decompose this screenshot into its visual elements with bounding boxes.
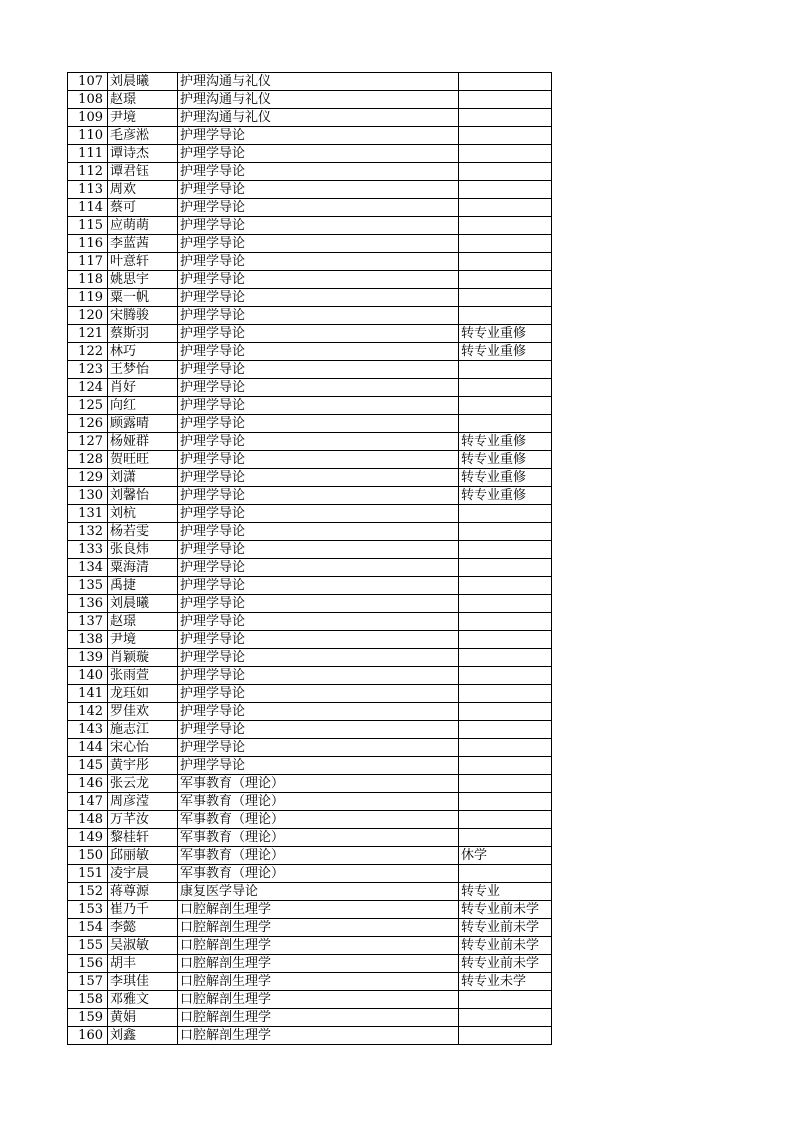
student-name-cell: 周欢 — [108, 181, 178, 199]
course-name-cell: 军事教育（理论） — [178, 829, 459, 847]
table-row — [68, 127, 552, 145]
course-name-cell: 护理学导论 — [178, 235, 459, 253]
student-name-cell: 尹境 — [108, 631, 178, 649]
remark-cell — [459, 523, 552, 541]
spreadsheet-page — [67, 72, 552, 1045]
student-name-cell: 刘晨曦 — [108, 73, 178, 91]
remark-cell — [459, 703, 552, 721]
student-name-cell: 林巧 — [108, 343, 178, 361]
course-name-cell: 护理学导论 — [178, 343, 459, 361]
table-row — [68, 199, 552, 217]
remark-cell — [459, 91, 552, 109]
table-row — [68, 289, 552, 307]
row-number-cell: 135 — [68, 577, 108, 595]
table-row — [68, 793, 552, 811]
row-number-cell: 132 — [68, 523, 108, 541]
course-name-cell: 口腔解剖生理学 — [178, 1027, 459, 1045]
table-row — [68, 1009, 552, 1027]
table-row — [68, 613, 552, 631]
course-name-cell: 护理学导论 — [178, 289, 459, 307]
course-name-cell: 护理学导论 — [178, 325, 459, 343]
course-name-cell: 口腔解剖生理学 — [178, 1009, 459, 1027]
remark-cell: 转专业重修 — [459, 325, 552, 343]
remark-cell: 转专业前未学 — [459, 901, 552, 919]
table-row — [68, 307, 552, 325]
remark-cell — [459, 73, 552, 91]
student-name-cell: 张良炜 — [108, 541, 178, 559]
row-number-cell: 126 — [68, 415, 108, 433]
remark-cell: 转专业重修 — [459, 343, 552, 361]
course-name-cell: 军事教育（理论） — [178, 775, 459, 793]
course-name-cell: 护理学导论 — [178, 703, 459, 721]
remark-cell — [459, 667, 552, 685]
remark-cell — [459, 739, 552, 757]
table-row — [68, 181, 552, 199]
table-body — [68, 73, 552, 1045]
course-name-cell: 军事教育（理论） — [178, 847, 459, 865]
remark-cell — [459, 307, 552, 325]
course-name-cell: 军事教育（理论） — [178, 811, 459, 829]
student-name-cell: 邱丽敏 — [108, 847, 178, 865]
row-number-cell: 112 — [68, 163, 108, 181]
remark-cell — [459, 865, 552, 883]
row-number-cell: 146 — [68, 775, 108, 793]
remark-cell — [459, 1009, 552, 1027]
table-row — [68, 973, 552, 991]
student-name-cell: 谭君钰 — [108, 163, 178, 181]
course-name-cell: 护理学导论 — [178, 415, 459, 433]
course-name-cell: 护理沟通与礼仪 — [178, 109, 459, 127]
student-name-cell: 李懿 — [108, 919, 178, 937]
course-name-cell: 护理学导论 — [178, 181, 459, 199]
course-name-cell: 护理学导论 — [178, 145, 459, 163]
student-name-cell: 罗佳欢 — [108, 703, 178, 721]
row-number-cell: 156 — [68, 955, 108, 973]
student-name-cell: 蒋尊源 — [108, 883, 178, 901]
student-name-cell: 应萌萌 — [108, 217, 178, 235]
student-name-cell: 叶意轩 — [108, 253, 178, 271]
remark-cell: 转专业重修 — [459, 433, 552, 451]
course-name-cell: 护理学导论 — [178, 559, 459, 577]
table-row — [68, 847, 552, 865]
course-name-cell: 护理学导论 — [178, 307, 459, 325]
table-row — [68, 451, 552, 469]
table-row — [68, 685, 552, 703]
table-row — [68, 667, 552, 685]
remark-cell — [459, 829, 552, 847]
row-number-cell: 145 — [68, 757, 108, 775]
remark-cell — [459, 685, 552, 703]
course-name-cell: 护理学导论 — [178, 217, 459, 235]
student-name-cell: 张云龙 — [108, 775, 178, 793]
student-name-cell: 王梦怡 — [108, 361, 178, 379]
remark-cell: 转专业前未学 — [459, 937, 552, 955]
table-row — [68, 433, 552, 451]
student-name-cell: 吴淑敏 — [108, 937, 178, 955]
course-name-cell: 护理学导论 — [178, 577, 459, 595]
table-row — [68, 703, 552, 721]
row-number-cell: 140 — [68, 667, 108, 685]
remark-cell — [459, 181, 552, 199]
table-row — [68, 397, 552, 415]
remark-cell — [459, 559, 552, 577]
remark-cell: 转专业 — [459, 883, 552, 901]
row-number-cell: 151 — [68, 865, 108, 883]
course-name-cell: 护理学导论 — [178, 685, 459, 703]
table-row — [68, 73, 552, 91]
remark-cell: 转专业未学 — [459, 973, 552, 991]
table-row — [68, 145, 552, 163]
course-name-cell: 护理学导论 — [178, 739, 459, 757]
table-row — [68, 487, 552, 505]
course-name-cell: 护理沟通与礼仪 — [178, 73, 459, 91]
remark-cell — [459, 415, 552, 433]
student-name-cell: 杨娅群 — [108, 433, 178, 451]
row-number-cell: 147 — [68, 793, 108, 811]
course-name-cell: 护理沟通与礼仪 — [178, 91, 459, 109]
row-number-cell: 118 — [68, 271, 108, 289]
course-name-cell: 护理学导论 — [178, 649, 459, 667]
course-name-cell: 护理学导论 — [178, 757, 459, 775]
table-row — [68, 577, 552, 595]
remark-cell — [459, 145, 552, 163]
course-name-cell: 护理学导论 — [178, 469, 459, 487]
table-row — [68, 379, 552, 397]
student-name-cell: 邓雅文 — [108, 991, 178, 1009]
course-name-cell: 护理学导论 — [178, 127, 459, 145]
table-row — [68, 631, 552, 649]
student-name-cell: 赵璟 — [108, 613, 178, 631]
course-name-cell: 口腔解剖生理学 — [178, 919, 459, 937]
table-row — [68, 649, 552, 667]
row-number-cell: 154 — [68, 919, 108, 937]
student-course-table — [67, 72, 552, 1045]
student-name-cell: 胡丰 — [108, 955, 178, 973]
row-number-cell: 127 — [68, 433, 108, 451]
course-name-cell: 口腔解剖生理学 — [178, 901, 459, 919]
course-name-cell: 康复医学导论 — [178, 883, 459, 901]
student-name-cell: 张雨萱 — [108, 667, 178, 685]
row-number-cell: 120 — [68, 307, 108, 325]
course-name-cell: 护理学导论 — [178, 721, 459, 739]
remark-cell — [459, 649, 552, 667]
student-name-cell: 李琪佳 — [108, 973, 178, 991]
table-row — [68, 469, 552, 487]
remark-cell — [459, 775, 552, 793]
table-row — [68, 757, 552, 775]
table-row — [68, 271, 552, 289]
row-number-cell: 124 — [68, 379, 108, 397]
row-number-cell: 117 — [68, 253, 108, 271]
row-number-cell: 159 — [68, 1009, 108, 1027]
remark-cell — [459, 577, 552, 595]
student-name-cell: 刘鑫 — [108, 1027, 178, 1045]
table-row — [68, 595, 552, 613]
remark-cell — [459, 631, 552, 649]
course-name-cell: 护理学导论 — [178, 271, 459, 289]
course-name-cell: 护理学导论 — [178, 631, 459, 649]
row-number-cell: 157 — [68, 973, 108, 991]
row-number-cell: 111 — [68, 145, 108, 163]
student-name-cell: 万芊汝 — [108, 811, 178, 829]
student-name-cell: 黄宇彤 — [108, 757, 178, 775]
student-name-cell: 刘杭 — [108, 505, 178, 523]
row-number-cell: 109 — [68, 109, 108, 127]
table-row — [68, 955, 552, 973]
remark-cell — [459, 253, 552, 271]
row-number-cell: 123 — [68, 361, 108, 379]
table-row — [68, 361, 552, 379]
remark-cell — [459, 541, 552, 559]
row-number-cell: 137 — [68, 613, 108, 631]
remark-cell: 转专业重修 — [459, 487, 552, 505]
table-row — [68, 919, 552, 937]
course-name-cell: 护理学导论 — [178, 199, 459, 217]
student-name-cell: 周彦滢 — [108, 793, 178, 811]
remark-cell — [459, 991, 552, 1009]
course-name-cell: 护理学导论 — [178, 667, 459, 685]
student-name-cell: 崔乃千 — [108, 901, 178, 919]
student-name-cell: 施志江 — [108, 721, 178, 739]
row-number-cell: 116 — [68, 235, 108, 253]
row-number-cell: 152 — [68, 883, 108, 901]
student-name-cell: 蔡斯羽 — [108, 325, 178, 343]
table-row — [68, 235, 552, 253]
row-number-cell: 139 — [68, 649, 108, 667]
table-row — [68, 325, 552, 343]
remark-cell: 转专业前未学 — [459, 955, 552, 973]
row-number-cell: 107 — [68, 73, 108, 91]
row-number-cell: 119 — [68, 289, 108, 307]
student-name-cell: 宋腾骏 — [108, 307, 178, 325]
row-number-cell: 143 — [68, 721, 108, 739]
remark-cell — [459, 1027, 552, 1045]
row-number-cell: 160 — [68, 1027, 108, 1045]
course-name-cell: 护理学导论 — [178, 505, 459, 523]
remark-cell — [459, 271, 552, 289]
row-number-cell: 128 — [68, 451, 108, 469]
table-row — [68, 937, 552, 955]
remark-cell — [459, 163, 552, 181]
row-number-cell: 121 — [68, 325, 108, 343]
remark-cell — [459, 235, 552, 253]
row-number-cell: 131 — [68, 505, 108, 523]
table-row — [68, 901, 552, 919]
student-name-cell: 宋心怡 — [108, 739, 178, 757]
remark-cell — [459, 613, 552, 631]
student-name-cell: 肖好 — [108, 379, 178, 397]
row-number-cell: 130 — [68, 487, 108, 505]
student-name-cell: 黎桂轩 — [108, 829, 178, 847]
student-name-cell: 禹捷 — [108, 577, 178, 595]
table-row — [68, 739, 552, 757]
table-row — [68, 865, 552, 883]
row-number-cell: 144 — [68, 739, 108, 757]
course-name-cell: 口腔解剖生理学 — [178, 973, 459, 991]
table-row — [68, 883, 552, 901]
course-name-cell: 护理学导论 — [178, 397, 459, 415]
student-name-cell: 蔡可 — [108, 199, 178, 217]
student-name-cell: 姚思宇 — [108, 271, 178, 289]
remark-cell — [459, 595, 552, 613]
table-row — [68, 559, 552, 577]
student-name-cell: 黄娟 — [108, 1009, 178, 1027]
row-number-cell: 133 — [68, 541, 108, 559]
table-row — [68, 253, 552, 271]
row-number-cell: 114 — [68, 199, 108, 217]
student-name-cell: 刘晨曦 — [108, 595, 178, 613]
student-name-cell: 粟一帆 — [108, 289, 178, 307]
course-name-cell: 军事教育（理论） — [178, 865, 459, 883]
remark-cell: 转专业重修 — [459, 451, 552, 469]
row-number-cell: 138 — [68, 631, 108, 649]
remark-cell: 转专业重修 — [459, 469, 552, 487]
table-row — [68, 217, 552, 235]
table-row — [68, 991, 552, 1009]
course-name-cell: 护理学导论 — [178, 487, 459, 505]
student-name-cell: 刘潇 — [108, 469, 178, 487]
remark-cell — [459, 793, 552, 811]
row-number-cell: 153 — [68, 901, 108, 919]
row-number-cell: 155 — [68, 937, 108, 955]
remark-cell — [459, 289, 552, 307]
table-row — [68, 541, 552, 559]
remark-cell — [459, 505, 552, 523]
row-number-cell: 148 — [68, 811, 108, 829]
student-name-cell: 李蓝茜 — [108, 235, 178, 253]
course-name-cell: 护理学导论 — [178, 433, 459, 451]
remark-cell — [459, 199, 552, 217]
course-name-cell: 护理学导论 — [178, 253, 459, 271]
remark-cell — [459, 361, 552, 379]
course-name-cell: 口腔解剖生理学 — [178, 955, 459, 973]
remark-cell — [459, 721, 552, 739]
course-name-cell: 口腔解剖生理学 — [178, 937, 459, 955]
table-row — [68, 775, 552, 793]
row-number-cell: 142 — [68, 703, 108, 721]
table-row — [68, 811, 552, 829]
student-name-cell: 刘馨怡 — [108, 487, 178, 505]
course-name-cell: 护理学导论 — [178, 541, 459, 559]
course-name-cell: 护理学导论 — [178, 379, 459, 397]
table-row — [68, 163, 552, 181]
student-name-cell: 毛彦淞 — [108, 127, 178, 145]
student-name-cell: 谭诗杰 — [108, 145, 178, 163]
course-name-cell: 护理学导论 — [178, 523, 459, 541]
table-row — [68, 829, 552, 847]
table-row — [68, 91, 552, 109]
course-name-cell: 护理学导论 — [178, 595, 459, 613]
student-name-cell: 赵璟 — [108, 91, 178, 109]
row-number-cell: 136 — [68, 595, 108, 613]
row-number-cell: 141 — [68, 685, 108, 703]
student-name-cell: 凌宇晨 — [108, 865, 178, 883]
table-row — [68, 109, 552, 127]
student-name-cell: 肖颖璇 — [108, 649, 178, 667]
student-name-cell: 粟海清 — [108, 559, 178, 577]
row-number-cell: 108 — [68, 91, 108, 109]
row-number-cell: 110 — [68, 127, 108, 145]
remark-cell — [459, 757, 552, 775]
row-number-cell: 113 — [68, 181, 108, 199]
student-name-cell: 顾露晴 — [108, 415, 178, 433]
remark-cell: 休学 — [459, 847, 552, 865]
course-name-cell: 护理学导论 — [178, 361, 459, 379]
student-name-cell: 贺旺旺 — [108, 451, 178, 469]
remark-cell — [459, 109, 552, 127]
table-row — [68, 415, 552, 433]
row-number-cell: 122 — [68, 343, 108, 361]
row-number-cell: 134 — [68, 559, 108, 577]
row-number-cell: 158 — [68, 991, 108, 1009]
table-row — [68, 721, 552, 739]
remark-cell — [459, 811, 552, 829]
row-number-cell: 125 — [68, 397, 108, 415]
row-number-cell: 115 — [68, 217, 108, 235]
student-name-cell: 向红 — [108, 397, 178, 415]
remark-cell — [459, 397, 552, 415]
table-row — [68, 523, 552, 541]
table-row — [68, 343, 552, 361]
remark-cell: 转专业前未学 — [459, 919, 552, 937]
student-name-cell: 龙珏如 — [108, 685, 178, 703]
student-name-cell: 杨若雯 — [108, 523, 178, 541]
student-name-cell: 尹境 — [108, 109, 178, 127]
course-name-cell: 护理学导论 — [178, 451, 459, 469]
remark-cell — [459, 217, 552, 235]
row-number-cell: 129 — [68, 469, 108, 487]
course-name-cell: 军事教育（理论） — [178, 793, 459, 811]
remark-cell — [459, 379, 552, 397]
course-name-cell: 口腔解剖生理学 — [178, 991, 459, 1009]
course-name-cell: 护理学导论 — [178, 163, 459, 181]
remark-cell — [459, 127, 552, 145]
table-row — [68, 505, 552, 523]
table-row — [68, 1027, 552, 1045]
row-number-cell: 149 — [68, 829, 108, 847]
course-name-cell: 护理学导论 — [178, 613, 459, 631]
row-number-cell: 150 — [68, 847, 108, 865]
